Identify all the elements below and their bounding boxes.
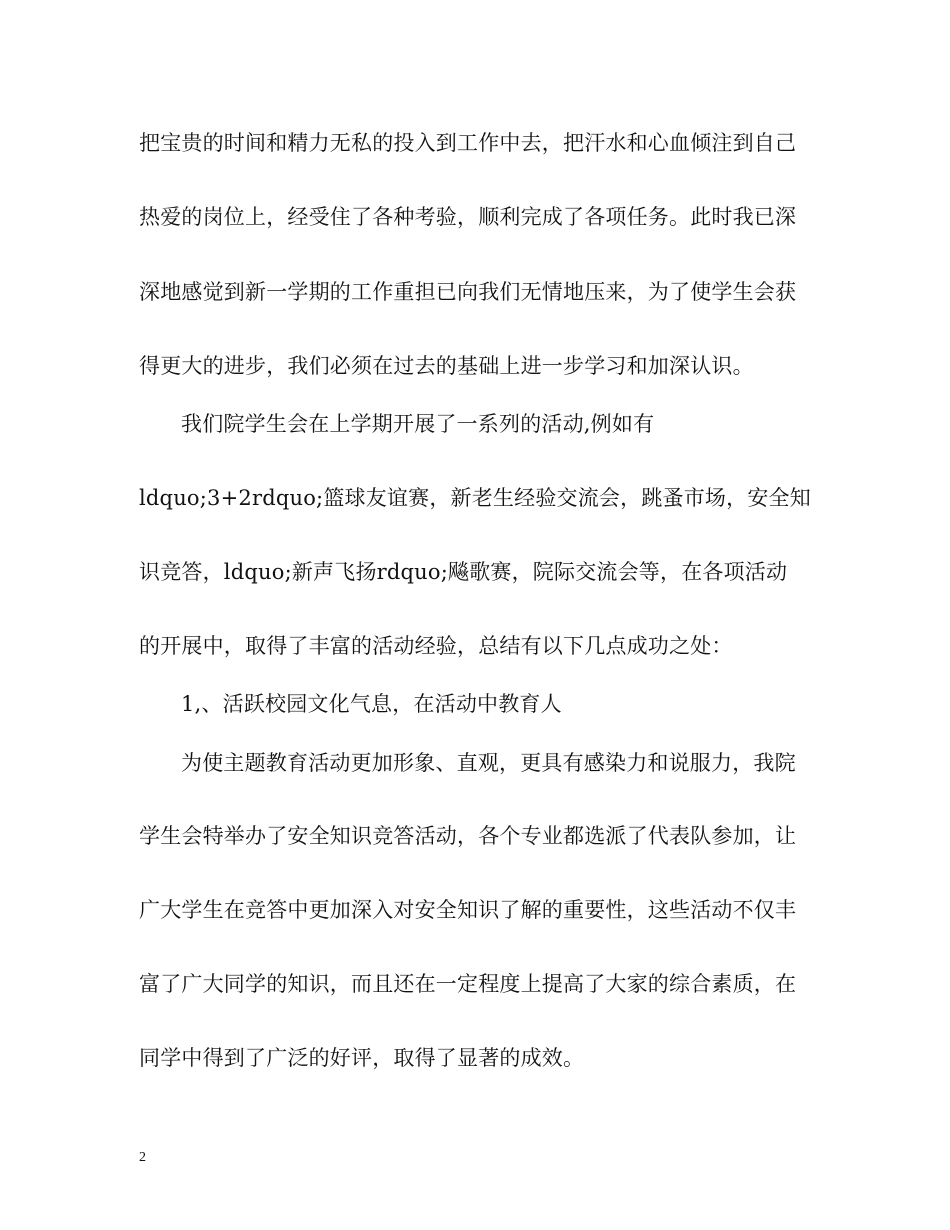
paragraph-4-line-1: 为使主题教育活动更加形象、直观，更具有感染力和说服力，我院: [181, 751, 796, 775]
paragraph-1-line-4: 得更大的进步，我们必须在过去的基础上进一步学习和加深认识。: [139, 354, 754, 378]
page-number: 2: [139, 1150, 146, 1165]
paragraph-1-line-3: 深地感觉到新一学期的工作重担已向我们无情地压来，为了使学生会获: [139, 280, 797, 304]
section-heading: 1,、活跃校园文化气息，在活动中教育人: [181, 692, 562, 716]
paragraph-4-line-3: 广大学生在竞答中更加深入对安全知识了解的重要性，这些活动不仅丰: [139, 898, 797, 922]
paragraph-4-line-4: 富了广大同学的知识，而且还在一定程度上提高了大家的综合素质，在: [139, 972, 797, 996]
paragraph-2-line-3: 识竞答，ldquo;新声飞扬rdquo;飚歌赛，院际交流会等，在各项活动: [139, 560, 788, 584]
paragraph-1-line-1: 把宝贵的时间和精力无私的投入到工作中去，把汗水和心血倾注到自己: [139, 131, 797, 155]
paragraph-2-line-1: 我们院学生会在上学期开展了一系列的活动,例如有: [181, 412, 655, 436]
paragraph-2-line-2: ldquo;3+2rdquo;篮球友谊赛，新老生经验交流会，跳蚤市场，安全知: [139, 486, 811, 510]
paragraph-4-line-5: 同学中得到了广泛的好评，取得了显著的成效。: [139, 1046, 585, 1070]
paragraph-2-line-4: 的开展中，取得了丰富的活动经验，总结有以下几点成功之处：: [139, 634, 733, 658]
paragraph-4-line-2: 学生会特举办了安全知识竞答活动，各个专业都选派了代表队参加，让: [139, 824, 797, 848]
paragraph-1-line-2: 热爱的岗位上，经受住了各种考验，顺利完成了各项任务。此时我已深: [139, 205, 797, 229]
